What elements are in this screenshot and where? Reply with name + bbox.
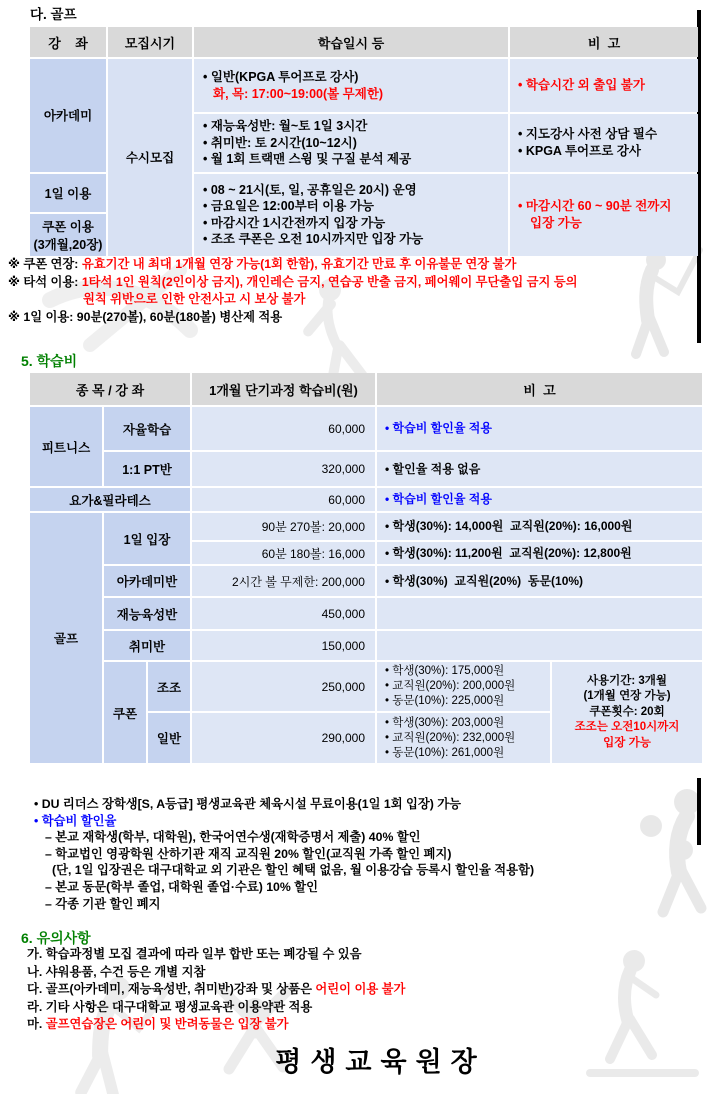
caution-text: 마. — [27, 1017, 46, 1032]
usage-line-red: 조조는 오전10시까지 — [574, 721, 680, 734]
caution-item: 나. 샤워용품, 수건 등은 개별 지참 — [27, 964, 206, 979]
cell-schedule-general — [194, 59, 508, 112]
footnote-label: ※ 타석 이용: — [8, 274, 82, 289]
golf-course-table — [28, 25, 700, 258]
discount-rate-line: – 본교 동문(학부 졸업, 대학원 졸업·수료) 10% 할인 — [45, 879, 319, 894]
section-title-fees: 5. 학습비 — [21, 353, 78, 369]
footnote-batting-box — [8, 274, 578, 292]
page-edge-line-bottom — [697, 778, 701, 845]
cell-note-discount: • 학습비 할인율 적용 — [377, 488, 702, 511]
cell-recruit-period: 수시모집 — [108, 59, 192, 256]
cell-fee: 60분 180볼: 16,000 — [192, 542, 375, 564]
schedule-line: • 조조 쿠폰은 오전 10시까지만 입장 가능 — [203, 232, 424, 246]
caution-red-text: 골프연습장은 어린이 및 반려동물은 입장 불가 — [45, 1017, 289, 1032]
cell-hobby-class-label: 취미반 — [104, 631, 190, 660]
table-header-row — [30, 373, 702, 405]
footnote-label: ※ 쿠폰 연장: — [8, 257, 82, 271]
table-row — [30, 631, 702, 660]
coupon-label-line: 쿠폰 이용 — [42, 219, 94, 234]
t1-header-note: 비 고 — [510, 27, 698, 57]
cell-coupon-usage-info — [552, 662, 702, 763]
cell-fee: 150,000 — [192, 631, 375, 660]
note-line: • 지도강사 사전 상담 필수 — [518, 126, 658, 141]
usage-line-red: 입장 가능 — [603, 736, 651, 749]
cell-note-empty — [377, 631, 702, 660]
discount-rate-line: – 본교 재학생(학부, 대학원), 한국어연수생(재학증명서 제출) 40% 할인 — [45, 830, 421, 845]
t1-header-schedule: 학습일시 등 — [194, 27, 508, 57]
cell-academy-class-label: 아카데미반 — [104, 566, 190, 596]
cell-note-no-entry — [510, 59, 698, 112]
schedule-line: • 취미반: 토 2시간(10~12시) — [203, 135, 357, 150]
discount-line: • 동문(10%): 261,000원 — [385, 746, 505, 759]
section-title-cautions: 6. 유의사항 — [21, 930, 91, 946]
cell-talent-class-label: 재능육성반 — [104, 598, 190, 629]
caution-text: 다. 골프(아카데미, 재능육성반, 취미반)강좌 및 상품은 — [27, 982, 316, 997]
cell-schedule-classes — [194, 114, 508, 172]
cell-fee: 320,000 — [192, 452, 375, 486]
coupon-label-line: (3개월,20장) — [33, 237, 103, 252]
cell-fee: 90분 270볼: 20,000 — [192, 513, 375, 540]
schedule-line-red: 화, 목: 17:00~19:00(볼 무제한) — [213, 86, 384, 101]
footnote-coupon-extension — [8, 256, 578, 274]
caution-item — [27, 981, 405, 999]
cell-note-day60: • 학생(30%): 11,200원 교직원(20%): 12,800원 — [377, 542, 702, 564]
golfer-watermark-icon — [636, 250, 700, 354]
table-row — [30, 488, 702, 511]
cell-note-no-discount: • 할인율 적용 없음 — [377, 452, 702, 486]
discount-rate-line: – 학교법인 영광학원 산하기관 재직 교직원 20% 할인(교직원 가족 할인 폐지) — [45, 846, 452, 861]
caution-item: 가. 학습과정별 모집 결과에 따라 일부 합반 또는 폐강될 수 있음 — [27, 947, 362, 961]
cell-general-coupon-label: 일반 — [148, 713, 190, 763]
footnote-batting-box-cont: 원칙 위반으로 인한 안전사고 시 보상 불가 — [83, 292, 306, 306]
cell-self-study-label: 자율학습 — [104, 407, 190, 450]
table-row — [30, 59, 698, 112]
caution-item: 라. 기타 사항은 대구대학교 평생교육관 이용약관 적용 — [27, 999, 313, 1014]
discount-line: • 교직원(20%): 232,000원 — [385, 731, 516, 744]
note-line-red: • 학습시간 외 출입 불가 — [518, 78, 645, 92]
usage-line: 쿠폰횟수: 20회 — [589, 705, 665, 718]
usage-line: 사용기간: 3개월 — [586, 674, 668, 687]
footnote-day-use — [8, 309, 578, 327]
cell-yoga-label: 요가&필라테스 — [30, 488, 190, 511]
cell-coupon-use-label — [30, 214, 106, 256]
subsection-title-golf: 다. 골프 — [30, 7, 77, 22]
footnote-text: 90분(270볼), 60분(180볼) 병산제 적용 — [76, 309, 283, 324]
boxer-watermark-icon — [640, 789, 701, 912]
schedule-line: • 금요일은 12:00부터 이용 가능 — [203, 199, 374, 213]
t2-header-item: 종 목 / 강 좌 — [30, 373, 190, 405]
cell-academy-label: 아카데미 — [30, 59, 106, 172]
discount-line: • 학생(30%): 203,000원 — [385, 716, 505, 729]
discount-line: • 교직원(20%): 200,000원 — [385, 680, 516, 692]
cell-golf-label: 골프 — [30, 513, 102, 763]
table-row — [30, 662, 702, 711]
cell-note-early-discounts — [377, 662, 550, 711]
t2-header-note: 비 고 — [377, 373, 702, 405]
cell-fee: 2시간 볼 무제한: 200,000 — [192, 566, 375, 596]
cell-pt-label: 1:1 PT반 — [104, 452, 190, 486]
caution-red-text: 어린이 이용 불가 — [315, 982, 406, 997]
note-line: • KPGA 투어프로 강사 — [518, 143, 641, 158]
t1-header-course: 강 좌 — [30, 27, 106, 57]
cell-note-discount: • 학습비 할인율 적용 — [377, 407, 702, 450]
discount-line: • 동문(10%): 225,000원 — [385, 695, 505, 707]
caution-item — [27, 1016, 405, 1034]
cell-note-academy: • 학생(30%) 교직원(20%) 동문(10%) — [377, 566, 702, 596]
discount-rate-line: – 각종 기관 할인 폐지 — [45, 896, 161, 911]
note-line-red: • 마감시간 60 ~ 90분 전까지 — [518, 198, 672, 213]
cell-coupon-label: 쿠폰 — [104, 662, 146, 763]
cell-note-general-discounts — [377, 713, 550, 763]
fee-table — [28, 371, 704, 765]
cell-day-use-label: 1일 이용 — [30, 174, 106, 212]
schedule-line: • 08 ~ 21시(토, 일, 공휴일은 20시) 운영 — [203, 182, 417, 197]
discount-line: • 학생(30%): 175,000원 — [385, 665, 505, 677]
cell-schedule-hours — [194, 174, 508, 256]
cell-day-entry-label: 1일 입장 — [104, 513, 190, 564]
footnote-label: ※ 1일 이용: — [8, 309, 77, 324]
table-row — [30, 407, 702, 450]
schedule-line: • 일반(KPGA 투어프로 강사) — [203, 70, 359, 84]
cell-fee: 60,000 — [192, 488, 375, 511]
footnote-red-text: 유효기간 내 최대 1개월 연장 가능(1회 한함), 유효기간 만료 후 이유불문 연장 불가 — [81, 257, 517, 271]
cell-note-day90: • 학생(30%): 14,000원 교직원(20%): 16,000원 — [377, 513, 702, 540]
cell-fee: 60,000 — [192, 407, 375, 450]
table-row — [30, 513, 702, 540]
cell-note-instructor — [510, 114, 698, 172]
cell-fee: 290,000 — [192, 713, 375, 763]
t2-header-fee: 1개월 단기과정 학습비(원) — [192, 373, 375, 405]
table-header-row — [30, 27, 698, 57]
cell-note-deadline — [510, 174, 698, 256]
fee-discount-notes — [34, 796, 534, 912]
footnote-red-text: 1타석 1인 원칙(2인이상 금지), 개인레슨 금지, 연습공 반출 금지, 페어웨이 무단출입 금지 등의 — [81, 274, 578, 289]
schedule-line: • 재능육성반: 월~토 1일 3시간 — [203, 119, 368, 133]
note-free-use: • DU 리더스 장학생[S, A등급] 평생교육관 체육시설 무료이용(1일 1회 입장) 가능 — [34, 797, 462, 811]
table-row — [30, 566, 702, 596]
note-line-red: 입장 가능 — [530, 215, 582, 230]
table-row — [30, 452, 702, 486]
cautions-list — [27, 946, 405, 1034]
discount-rate-condition: (단, 1일 입장권은 대구대학교 외 기관은 할인 혜택 없음, 월 이용강습 등록시 할인율 적용함) — [52, 863, 535, 878]
table-row — [30, 598, 702, 629]
note-discount-rates-title: • 학습비 할인율 — [34, 813, 117, 828]
cell-note-empty — [377, 598, 702, 629]
t1-header-period: 모집시기 — [108, 27, 192, 57]
cell-fee: 250,000 — [192, 662, 375, 711]
cell-early-coupon-label: 조조 — [148, 662, 190, 711]
usage-line: (1개월 연장 가능) — [583, 690, 671, 703]
schedule-line: • 마감시간 1시간전까지 입장 가능 — [203, 215, 386, 230]
cell-fitness-label: 피트니스 — [30, 407, 102, 486]
signature-director: 평생교육원장 — [275, 1047, 486, 1077]
golf-table-footnotes — [8, 256, 578, 326]
schedule-line: • 월 1회 트랙맨 스윙 및 구질 분석 제공 — [203, 152, 412, 166]
cell-fee: 450,000 — [192, 598, 375, 629]
